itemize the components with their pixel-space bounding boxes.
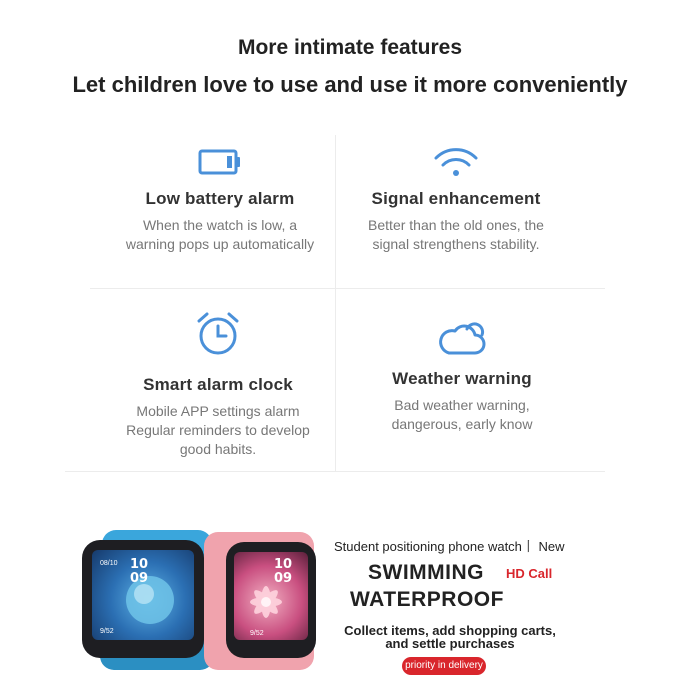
clock-hour: 10 (130, 557, 149, 572)
battery-icon (197, 147, 243, 177)
grid-divider-horizontal (90, 288, 605, 289)
feature-title: Smart alarm clock (143, 375, 293, 394)
hd-call-label: HD Call (506, 566, 553, 581)
feature-title: Weather warning (392, 369, 532, 388)
promo-subtitle: Student positioning phone watch丨 New (334, 539, 565, 554)
feature-description: Mobile APP settings alarm Regular reminders to develop good habits. (126, 403, 310, 457)
date-label: 08/10 (100, 560, 118, 567)
feature-smart-alarm (103, 311, 333, 459)
headline-primary: More intimate features (237, 36, 463, 59)
watch-screen (92, 550, 194, 640)
headline-secondary: Let children love to use and use it more conveniently (72, 72, 628, 97)
feature-description: Better than the old ones, the signal strengthens stability. (368, 217, 544, 252)
alarm-clock-icon (195, 311, 241, 357)
feature-description: Bad weather warning, dangerous, early know (391, 397, 533, 432)
promo-note-line1: Collect items, add shopping carts, (344, 623, 556, 638)
promo-swimming: SWIMMING (368, 561, 484, 584)
grid-divider-bottom (65, 471, 605, 472)
feature-title: Signal enhancement (371, 189, 541, 208)
clock-minute: 09 (274, 571, 293, 586)
clock-minute: 09 (130, 571, 149, 586)
wifi-icon (433, 147, 479, 177)
priority-delivery-badge: priority in delivery (402, 657, 486, 675)
feature-description: When the watch is low, a warning pops up automatically (125, 217, 315, 252)
feature-weather-warning (347, 317, 577, 434)
cloud-icon (437, 317, 487, 357)
promo-waterproof: WATERPROOF (350, 588, 504, 611)
watch-screen (234, 552, 308, 640)
day-label: 9/52 (100, 628, 114, 635)
clock-hour: 10 (274, 557, 293, 572)
feature-low-battery (105, 147, 335, 254)
feature-title: Low battery alarm (145, 189, 295, 208)
promo-note-line2: and settle purchases (385, 636, 515, 651)
smartwatch-pink (196, 532, 320, 670)
grid-divider-vertical (335, 135, 336, 471)
flower-graphic (234, 552, 308, 640)
day-label: 9/52 (250, 630, 264, 637)
feature-signal-enhancement (341, 147, 571, 254)
